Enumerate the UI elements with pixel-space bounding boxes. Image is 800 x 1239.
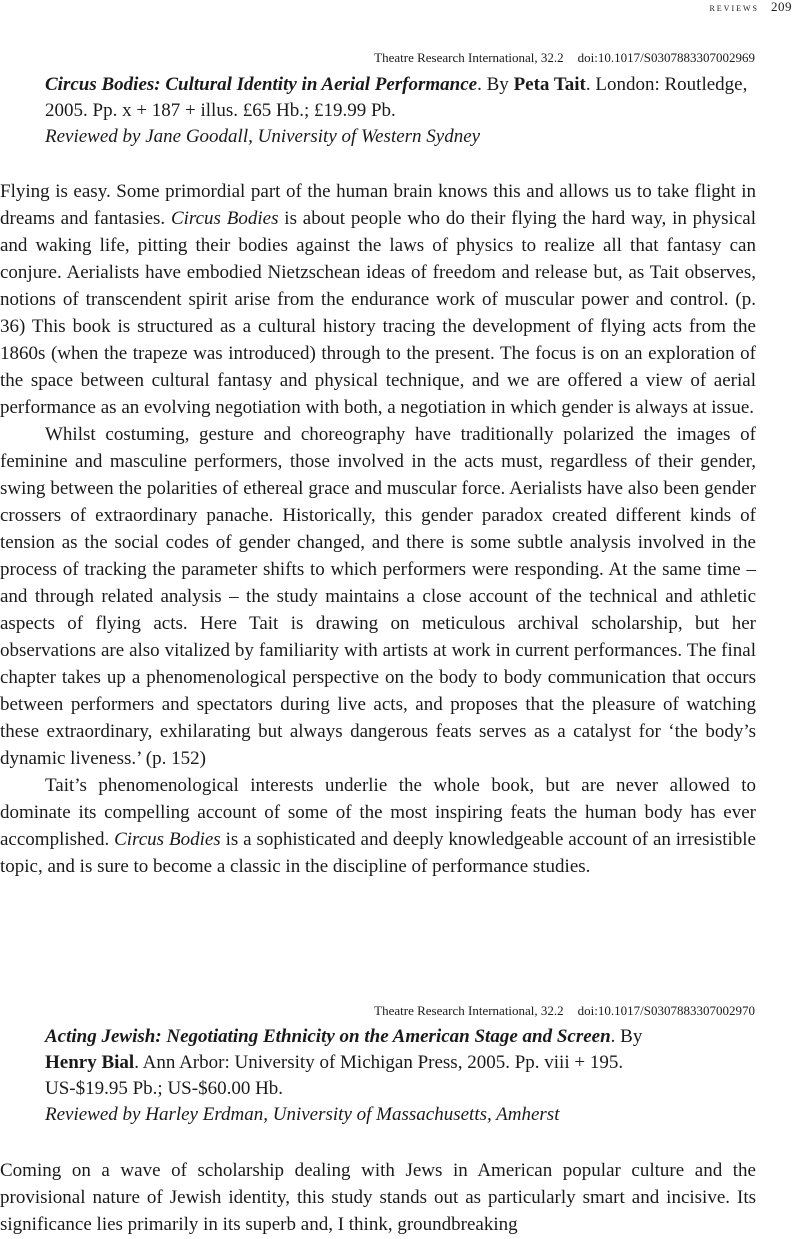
review2-doi: doi:10.1017/S0307883307002970 (577, 1003, 755, 1018)
review1-book-title: Circus Bodies: Cultural Identity in Aerial Performance (45, 74, 478, 95)
page-number: 209 (771, 0, 792, 14)
review2-author: Henry Bial (45, 1052, 135, 1073)
review2-paragraph-1: Coming on a wave of scholarship dealing with Jews in American popular culture and the provisional nature of Jewish identity, this study stands out as particularly smart and incisive. Its significance lies primarily in its superb and, I think, groundbreaking (0, 1160, 756, 1235)
review2-publication: . Ann Arbor: University of Michigan Press, 2005. Pp. viii + 195. (134, 1052, 624, 1073)
review1-paragraph-3: Tait’s phenomenological interests underlie the whole book, but are never allowed to dominate its compelling account of some of the most inspiring feats the human body has ever accomplished. Circus Bodies is a sophisticated and deeply knowledgeable account of an irresistible topic, and is sure to become a classic in the discipline of performance studies. (0, 775, 756, 877)
review2-meta (374, 1003, 755, 1019)
review1-reviewer: Reviewed by Jane Goodall, University of Western Sydney (45, 126, 481, 147)
review1-citation (45, 72, 755, 150)
review2-reviewer: Reviewed by Harley Erdman, University of Massachusetts, Amherst (45, 1104, 560, 1125)
review2-price: US-$19.95 Pb.; US-$60.00 Hb. (45, 1078, 284, 1099)
review2-journal: Theatre Research International, 32.2 (374, 1003, 564, 1018)
review1-by: . By (477, 74, 514, 95)
review2-citation (45, 1024, 755, 1128)
review1-paragraph-1: Flying is easy. Some primordial part of the human brain knows this and allows us to take flight in dreams and fantasies. Circus Bodies is about people who do their flying the hard way, in physical and waking life, pitting their bodies against the laws of physics to realize all that fantasy can conjure. Aerialists have embodied Nietzschean ideas of freedom and release but, as Tait observes, notions of transcendent spirit arise from the endurance work of muscular power and control. (p. 36) This book is structured as a cultural history tracing the development of flying acts from the 1860s (when the trapeze was introduced) through to the present. The focus is on an exploration of the space between cultural fantasy and physical technique, and we are offered a view of aerial performance as an evolving negotiation with both, a negotiation in which gender is always at issue. (0, 181, 756, 418)
review1-paragraph-2: Whilst costuming, gesture and choreography have traditionally polarized the images of feminine and masculine performers, those involved in the acts must, regardless of their gender, swing between the polarities of ethereal grace and muscular force. Aerialists have also been gender crossers of extraordinary panache. Historically, this gender paradox created different kinds of tension as the social codes of gender changed, and there is some subtle analysis involved in the process of tracking the parameter shifts to which performers were responding. At the same time – and through related analysis – the study maintains a close account of the technical and athletic aspects of flying acts. Here Tait is drawing on meticulous archival scholarship, but her observations are also vitalized by familiarity with artists at work in current performances. The final chapter takes up a phenomenological perspective on the body to body communication that occurs between performers and spectators during live acts, and proposes that the pleasure of watching these extraordinary, exhilarating but always dangerous feats serves as a catalyst for ‘the body’s dynamic liveness.’ (p. 152) (0, 424, 756, 769)
review1-doi: doi:10.1017/S0307883307002969 (577, 50, 755, 65)
review1-body (0, 178, 756, 880)
review1-meta (374, 50, 755, 66)
review2-book-title: Acting Jewish: Negotiating Ethnicity on the American Stage and Screen (45, 1026, 611, 1047)
running-head (709, 0, 792, 14)
review1-author: Peta Tait (513, 74, 586, 95)
running-head-section: reviews (709, 0, 759, 14)
review1-journal: Theatre Research International, 32.2 (374, 50, 564, 65)
review2-by: . By (610, 1026, 643, 1047)
review1-publication: . London: Routledge, 2005. Pp. x + 187 + illus. £65 Hb.; £19.99 Pb. (45, 74, 748, 121)
review2-body (0, 1157, 756, 1238)
